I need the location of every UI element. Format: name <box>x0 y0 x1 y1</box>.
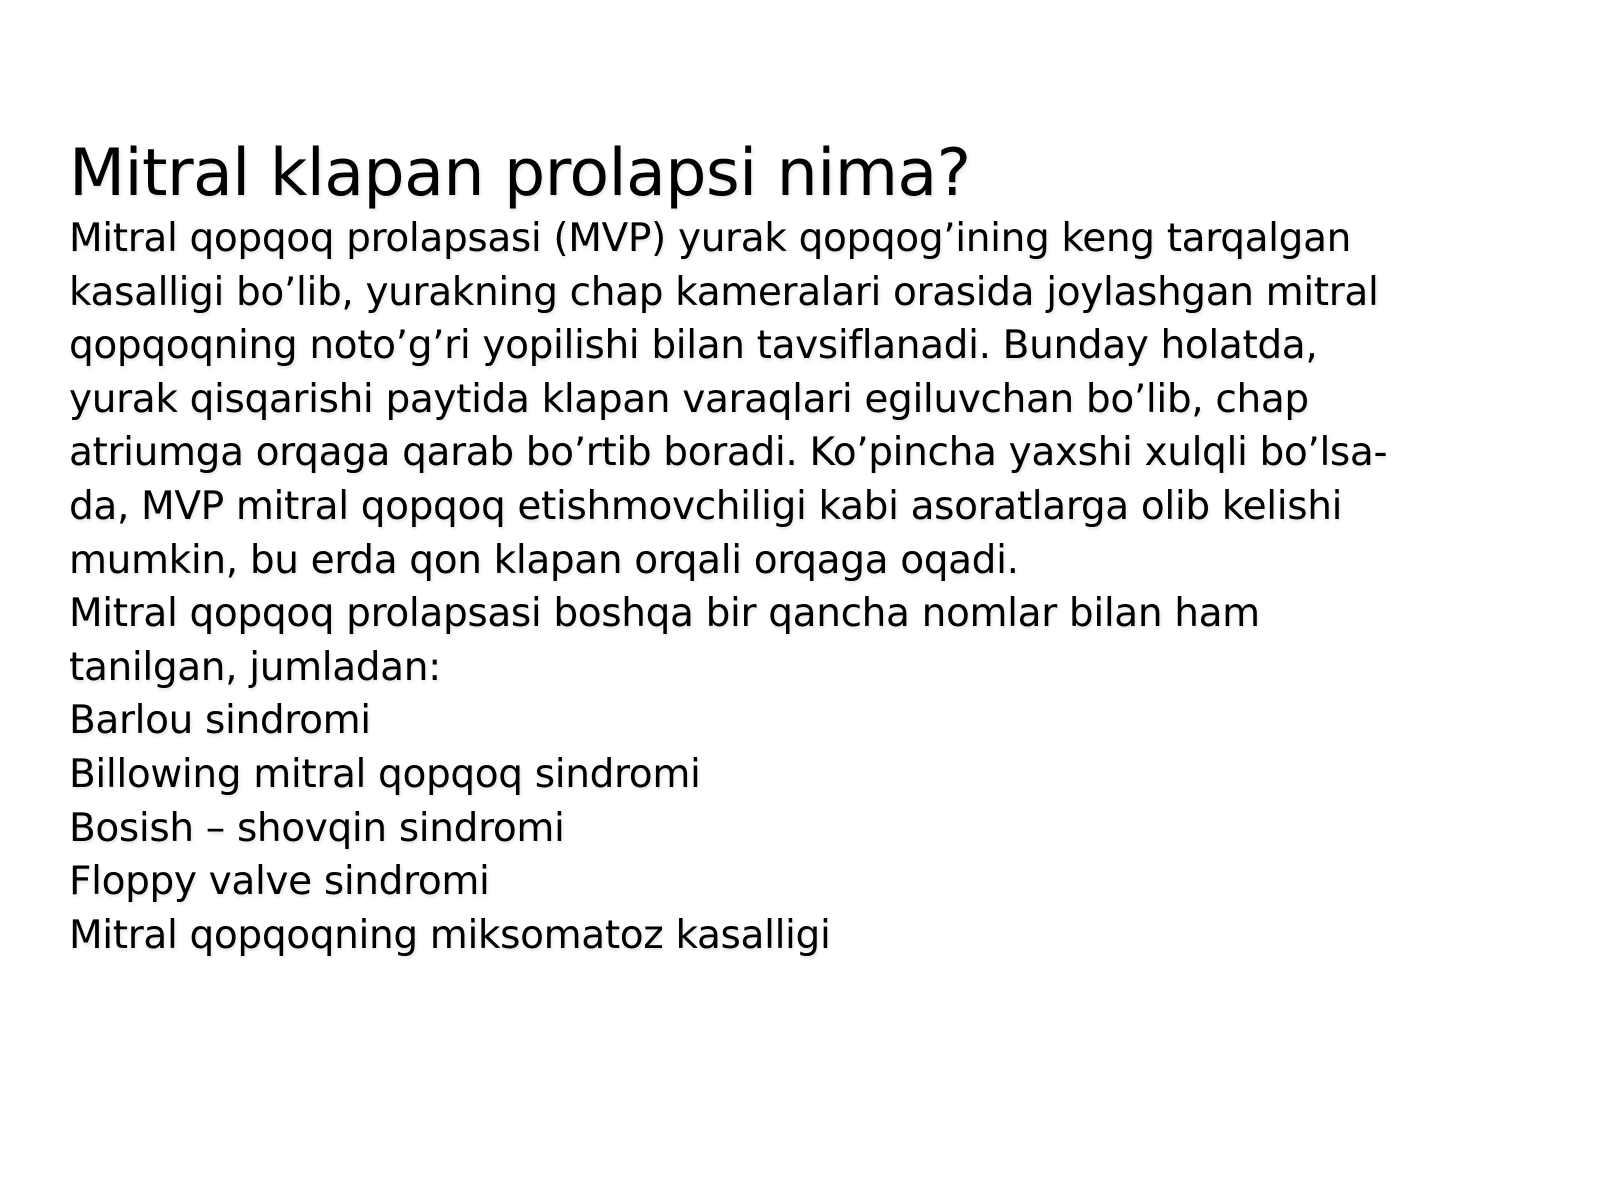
text-line: Mitral qopqoq prolapsasi (MVP) yurak qopqog’ining keng tarqalgan <box>69 216 1351 261</box>
list-item: Barlou sindromi <box>69 698 371 744</box>
text-line: mumkin, bu erda qon klapan orqali orqaga oqadi. <box>69 537 1019 583</box>
list-item: Billowing mitral qopqoq sindromi <box>69 751 701 797</box>
slide-body <box>69 212 1539 962</box>
slide-content <box>69 136 1539 962</box>
list-item: Mitral qopqoqning miksomatoz kasalligi <box>69 912 831 958</box>
list-item: Floppy valve sindromi <box>69 859 490 905</box>
slide-title: Mitral klapan prolapsi nima? <box>69 136 971 211</box>
paragraph-other-names <box>69 587 1539 694</box>
text-line: da, MVP mitral qopqoq etishmovchiligi kabi asoratlarga olib kelishi <box>69 483 1343 529</box>
text-line: tanilgan, jumladan: <box>69 644 441 690</box>
list-item: Bosish – shovqin sindromi <box>69 805 565 851</box>
alt-names-list <box>69 694 1539 962</box>
text-line: kasalligi bo’lib, yurakning chap kameralari orasida joylashgan mitral <box>69 269 1379 315</box>
text-line: Mitral qopqoq prolapsasi boshqa bir qancha nomlar bilan ham <box>69 591 1260 637</box>
text-line: atriumga orqaga qarab bo’rtib boradi. Ko’pincha yaxshi xulqli bo’lsa- <box>69 430 1388 476</box>
paragraph-intro <box>69 212 1539 587</box>
text-line: yurak qisqarishi paytida klapan varaqlari egiluvchan bo’lib, chap <box>69 376 1309 422</box>
text-line: qopqoqning noto’g’ri yopilishi bilan tavsiflanadi. Bunday holatda, <box>69 323 1318 369</box>
